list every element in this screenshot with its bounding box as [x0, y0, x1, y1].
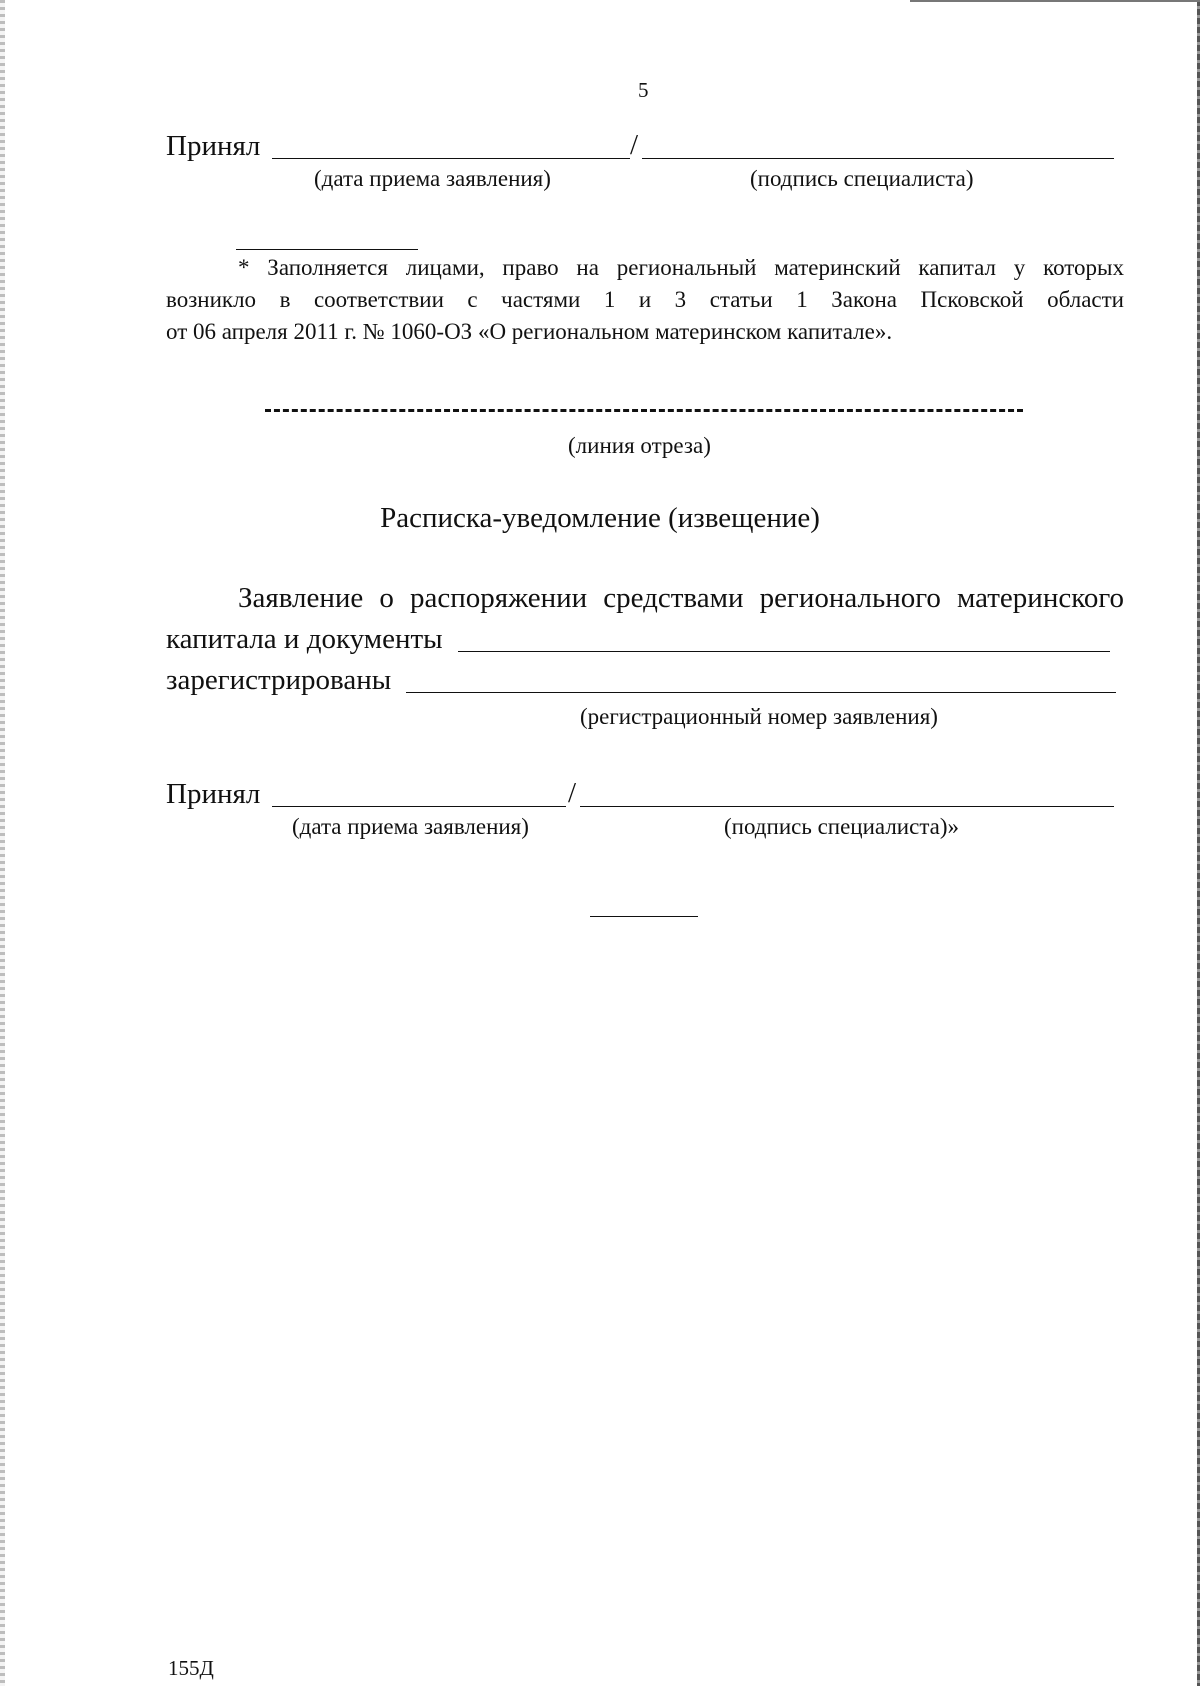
registration-caption: (регистрационный номер заявления): [580, 704, 938, 729]
page-number: 5: [638, 78, 649, 102]
signature-caption: (подпись специалиста): [750, 166, 974, 191]
date-field-line: [272, 158, 630, 159]
acceptance-row-bottom: [166, 773, 1114, 813]
registered-label: зарегистрированы: [166, 664, 392, 696]
end-rule: [590, 916, 698, 917]
date-field-line: [272, 806, 566, 807]
acceptance-row-top: [166, 125, 1114, 165]
scan-edge-left: [0, 0, 5, 1686]
footnote: [166, 252, 1124, 348]
documents-row: [166, 619, 1124, 660]
cut-line-caption: (линия отреза): [568, 433, 711, 458]
registered-row: [166, 660, 1124, 701]
date-caption: (дата приема заявления): [292, 814, 529, 839]
signature-caption: (подпись специалиста)»: [724, 814, 960, 839]
footnote-line: * Заполняется лицами, право на региональный материнский капитал у которых: [238, 255, 1124, 280]
cut-line: [265, 409, 1023, 412]
statement-text: Заявление о распоряжении средствами регионального материнского: [238, 582, 1124, 614]
document-code: 155Д: [168, 1656, 214, 1680]
footnote-line: от 06 апреля 2011 г. № 1060-ОЗ «О региональном материнском капитале».: [166, 319, 893, 344]
accepted-label: Принял: [166, 778, 261, 810]
registration-number-line: [406, 692, 1116, 693]
scan-edge-top: [910, 0, 1200, 2]
documents-field-line: [458, 651, 1110, 652]
footnote-rule: [236, 249, 418, 250]
signature-field-line: [642, 158, 1114, 159]
slash-separator: /: [630, 129, 639, 161]
signature-field-line: [580, 806, 1114, 807]
accepted-label: Принял: [166, 130, 261, 162]
footnote-line: возникло в соответствии с частями 1 и 3 статьи 1 Закона Псковской области: [166, 287, 1124, 312]
slash-separator: /: [568, 777, 577, 809]
documents-label: капитала и документы: [166, 623, 443, 655]
statement-block: [166, 578, 1124, 701]
receipt-title: Расписка-уведомление (извещение): [380, 502, 820, 534]
date-caption: (дата приема заявления): [314, 166, 551, 191]
